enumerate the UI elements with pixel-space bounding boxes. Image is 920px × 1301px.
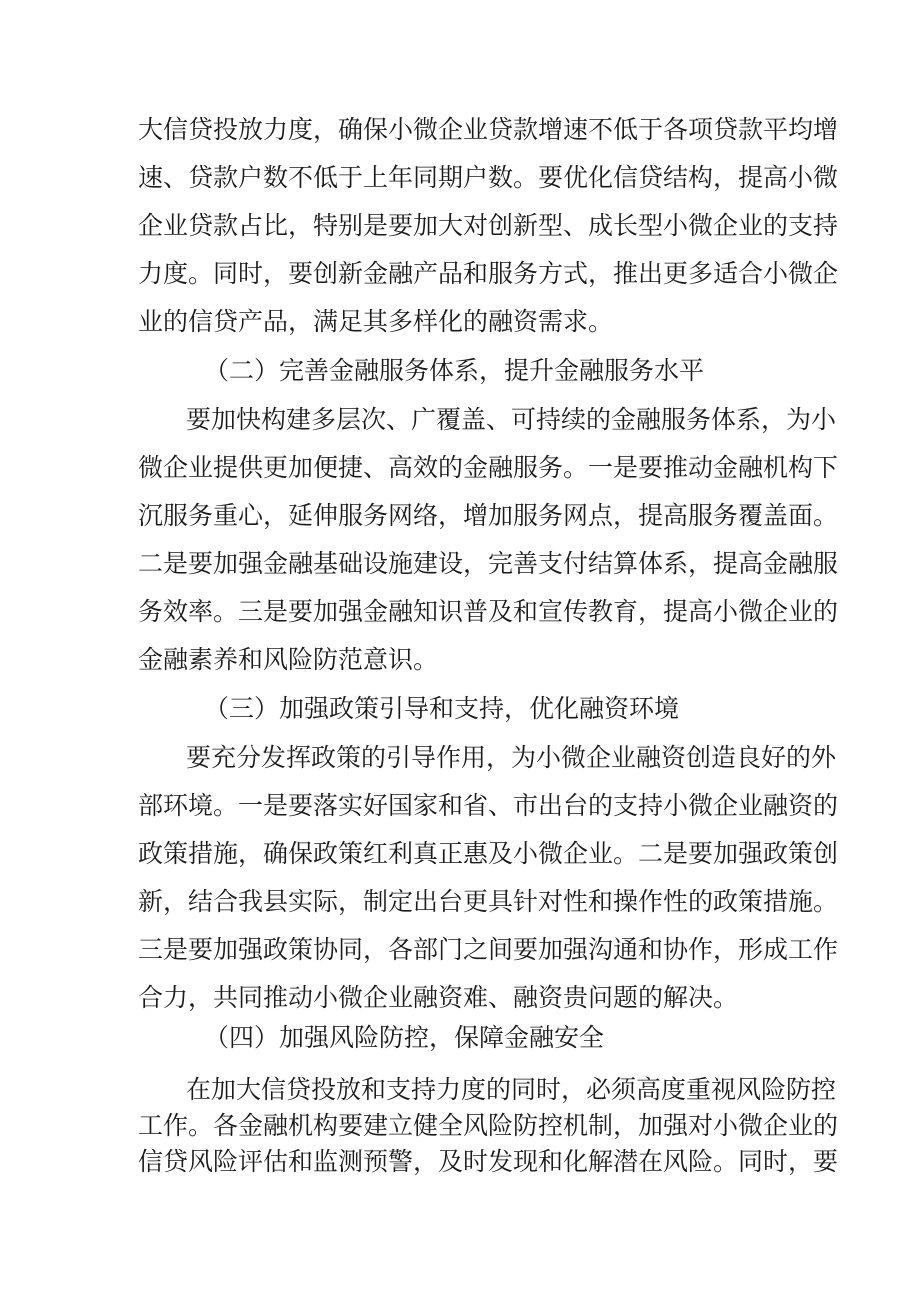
text-line: 部环境。一是要落实好国家和省、市出台的支持小微企业融资的 — [138, 791, 839, 820]
text-line: 新，结合我县实际，制定出台更具针对性和操作性的政策措施。 — [138, 887, 839, 916]
text-line: 速、贷款户数不低于上年同期户数。要优化信贷结构，提高小微 — [138, 163, 839, 192]
text-line: 大信贷投放力度，确保小微企业贷款增速不低于各项贷款平均增 — [138, 115, 839, 144]
text-line: 微企业提供更加便捷、高效的金融服务。一是要推动金融机构下 — [138, 453, 839, 482]
text-line: 业的信贷产品，满足其多样化的融资需求。 — [138, 307, 614, 336]
text-line: 三是要加强政策协同，各部门之间要加强沟通和协作，形成工作 — [138, 935, 839, 964]
section-heading-3: （三）加强政策引导和支持，优化融资环境 — [204, 694, 680, 723]
section-heading-2: （二）完善金融服务体系，提升金融服务水平 — [204, 356, 705, 385]
text-line: 沉服务重心，延伸服务网络，增加服务网点，提高服务覆盖面。 — [138, 501, 839, 530]
text-line: 合力，共同推动小微企业融资难、融资贵问题的解决。 — [138, 983, 739, 1012]
text-line: 工作。各金融机构要建立健全风险防控机制，加强对小微企业的 — [138, 1111, 839, 1140]
text-line: 力度。同时，要创新金融产品和服务方式，推出更多适合小微企 — [138, 259, 839, 288]
text-line: 在加大信贷投放和支持力度的同时，必须高度重视风险防控 — [186, 1075, 837, 1104]
text-line: 政策措施，确保政策红利真正惠及小微企业。二是要加强政策创 — [138, 839, 839, 868]
text-line: 要充分发挥政策的引导作用，为小微企业融资创造良好的外 — [186, 743, 837, 772]
text-line: 务效率。三是要加强金融知识普及和宣传教育，提高小微企业的 — [138, 597, 839, 626]
text-line: 企业贷款占比，特别是要加大对创新型、成长型小微企业的支持 — [138, 211, 839, 240]
text-line: 二是要加强金融基础设施建设，完善支付结算体系，提高金融服 — [138, 549, 839, 578]
text-line: 金融素养和风险防范意识。 — [138, 645, 439, 674]
section-heading-4: （四）加强风险防控，保障金融安全 — [204, 1023, 605, 1052]
text-line: 要加快构建多层次、广覆盖、可持续的金融服务体系，为小 — [186, 405, 837, 434]
text-line: 信贷风险评估和监测预警，及时发现和化解潜在风险。同时，要 — [138, 1147, 839, 1176]
